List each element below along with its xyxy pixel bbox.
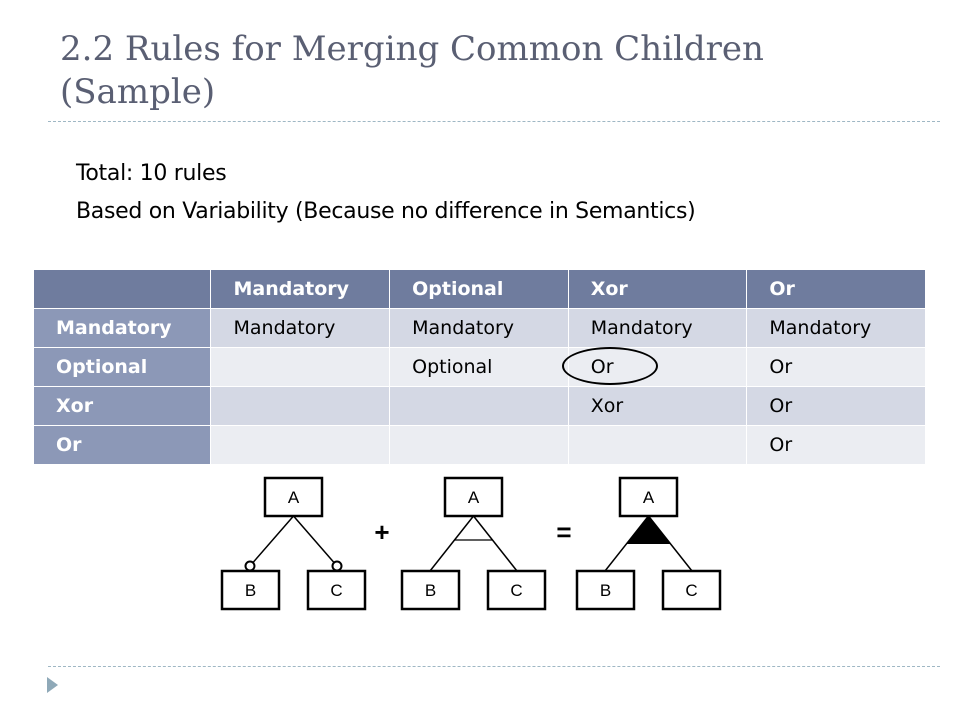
feature-label: A: [287, 488, 300, 507]
slide-nav-triangle-icon: [47, 677, 58, 693]
table-cell: Or: [747, 348, 926, 387]
slide-title: 2.2 Rules for Merging Common Children (Sample): [60, 29, 764, 112]
feature-label: C: [330, 581, 343, 600]
column-header: Xor: [568, 270, 747, 309]
feature-label: A: [642, 488, 655, 507]
feature-label: B: [244, 581, 257, 600]
equals-operator: =: [556, 517, 572, 547]
feature-label: C: [510, 581, 523, 600]
or-filled-arc: [626, 516, 671, 544]
middle-feature-tree: [402, 478, 545, 609]
basis-text: Based on Variability (Because no difference in Semantics): [76, 199, 696, 224]
optional-marker: [333, 562, 342, 571]
feature-label: B: [424, 581, 437, 600]
left-feature-tree: [222, 478, 365, 609]
table-cell: Optional: [390, 348, 569, 387]
feature-label: B: [599, 581, 612, 600]
row-header: Optional: [34, 348, 211, 387]
table-cell: Mandatory: [211, 309, 390, 348]
table-cell: Or: [747, 387, 926, 426]
feature-label: A: [467, 488, 480, 507]
feature-label: C: [685, 581, 698, 600]
connector-line: [430, 516, 474, 571]
right-feature-tree: [577, 478, 720, 609]
row-header: Or: [34, 426, 211, 465]
connector-line: [250, 516, 294, 566]
connector-line: [294, 516, 338, 566]
total-rules-text: Total: 10 rules: [76, 161, 227, 186]
table-cell: Mandatory: [747, 309, 926, 348]
column-header: Optional: [390, 270, 569, 309]
table-cell: Mandatory: [390, 309, 569, 348]
table-cell: Or: [747, 426, 926, 465]
table-cell: Or: [568, 348, 747, 387]
connector-line: [474, 516, 518, 571]
optional-marker: [246, 562, 255, 571]
plus-operator: +: [374, 517, 390, 547]
table-cell: Xor: [568, 387, 747, 426]
footer-divider: [48, 666, 940, 667]
row-header: Mandatory: [34, 309, 211, 348]
row-header: Xor: [34, 387, 211, 426]
column-header: Or: [747, 270, 926, 309]
column-header: Mandatory: [211, 270, 390, 309]
table-cell: Mandatory: [568, 309, 747, 348]
